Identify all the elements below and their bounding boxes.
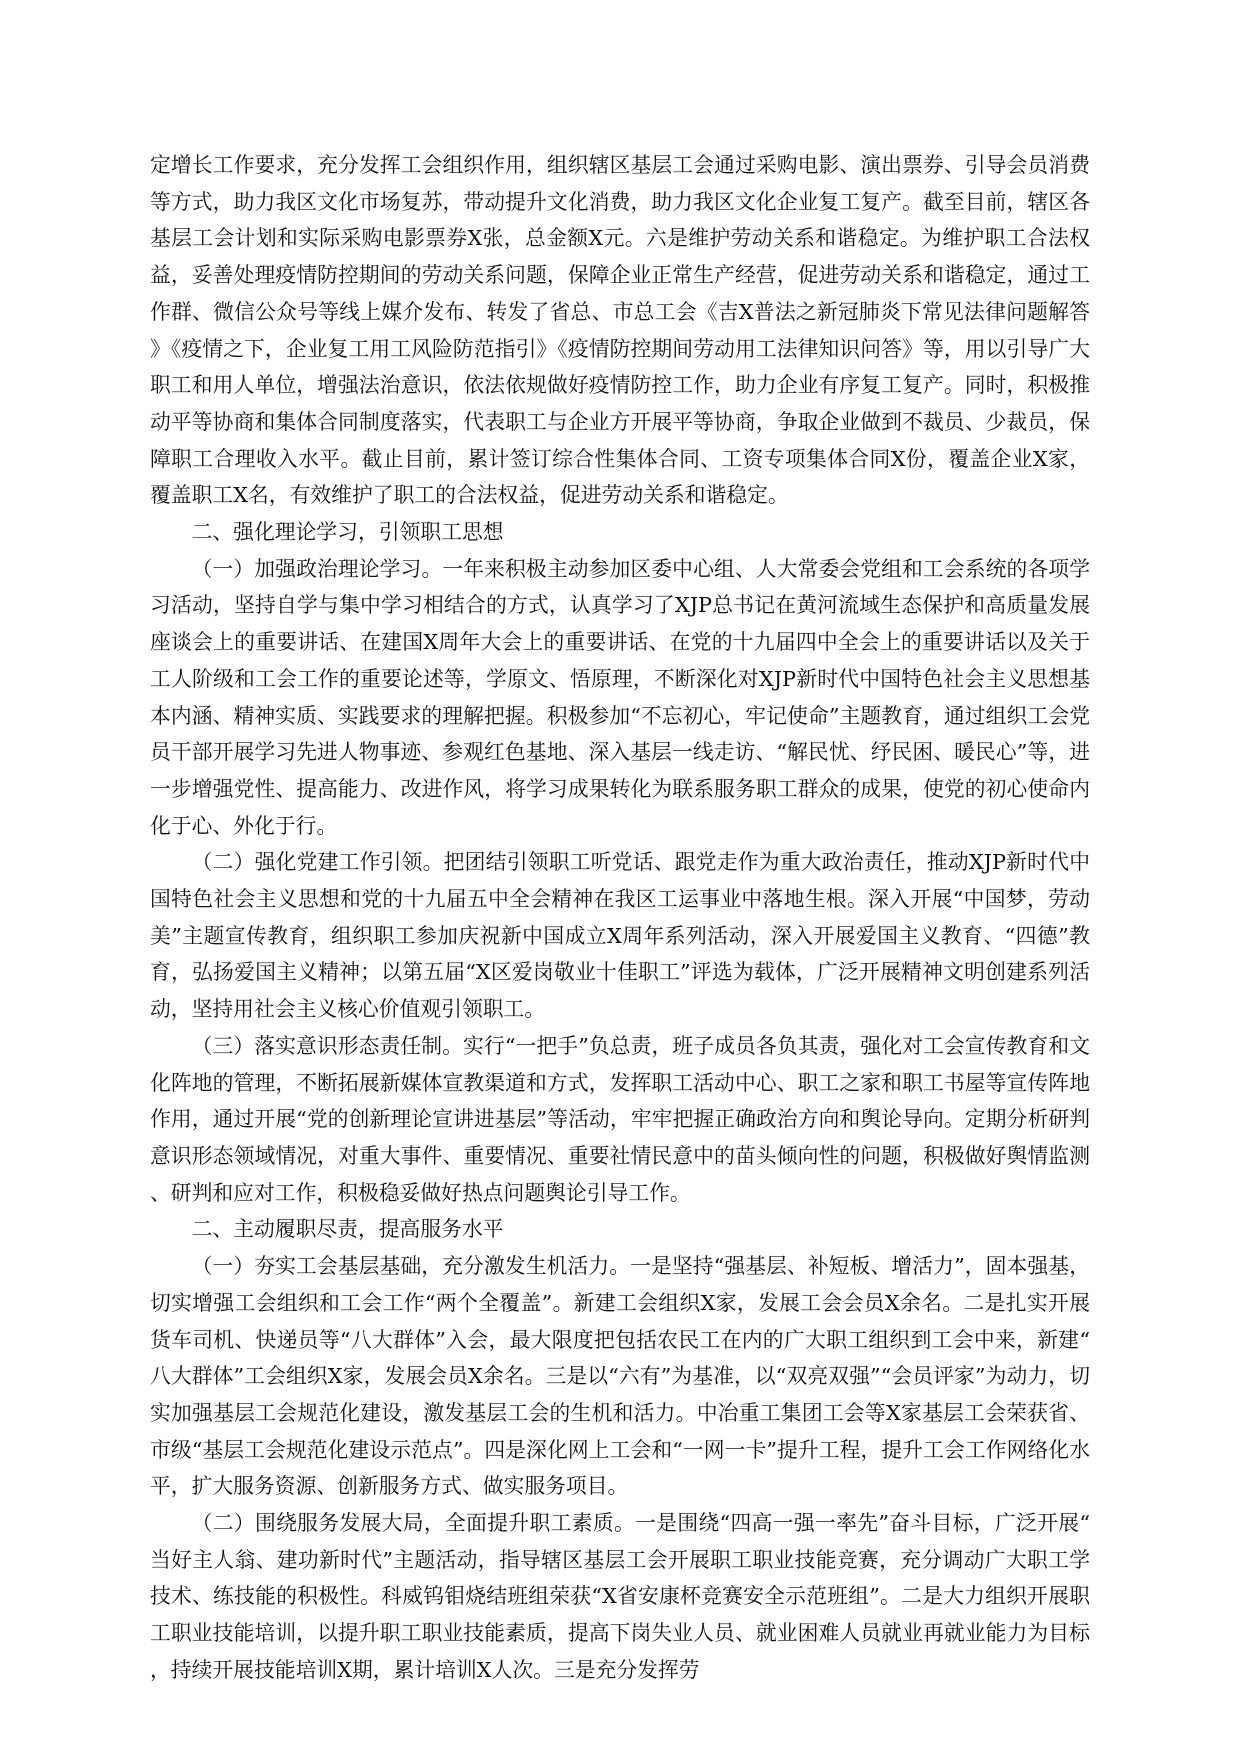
section-heading-service-level: 二、主动履职尽责，提高服务水平 (191, 1217, 504, 1242)
paragraph-continuation-labor-relations: 定增长工作要求，充分发挥工会组织作用，组织辖区基层工会通过采购电影、演出票券、引导会员消费等方式，助力我区文化市场复苏，带动提升文化消费，助力我区文化企业复工复产。截至目前，辖区各基层工会计划和实际采购电影票券X张，总金额X元。六是维护劳动关系和谐稳定。为维护职工合法权益，妥善处理疫情防控期间的劳动关系问题，保障企业正常生产经营，促进劳动关系和谐稳定，通过工作群、微信公众号等线上媒介发布、转发了省总、市总工会《吉X普法之新冠肺炎下常见法律问题解答》《疫情之下，企业复工用工风险防范指引》《疫情防控期间劳动用工法律知识问答》等，用以引导广大职工和用人单位，增强法治意识，依法依规做好疫情防控工作，助力企业有序复工复产。同时，积极推动平等协商和集体合同制度落实，代表职工与企业方开展平等协商，争取企业做到不裁员、少裁员，保障职工合理收入水平。截止目前，累计签订综合性集体合同、工资专项集体合同X份，覆盖企业X家，覆盖职工X名，有效维护了职工的合法权益，促进劳动关系和谐稳定。 (150, 153, 1090, 508)
paragraph-political-theory-study: （一）加强政治理论学习。一年来积极主动参加区委中心组、人大常委会党组和工会系统的各项学习活动，坚持自学与集中学习相结合的方式，认真学习了XJP总书记在黄河流域生态保护和高质量发展座谈会上的重要讲话、在建国X周年大会上的重要讲话、在党的十九届四中全会上的重要讲话以及关于工人阶级和工会工作的重要论述等，学原文、悟原理，不断深化对XJP新时代中国特色社会主义思想基本内涵、精神实质、实践要求的理解把握。积极参加“不忘初心，牢记使命”主题教育，通过组织工会党员干部开展学习先进人物事迹、参观红色基地、深入基层一线走访、“解民忧、纾民困、暖民心”等，进一步增强党性、提高能力、改进作风，将学习成果转化为联系服务职工群众的成果，使党的初心使命内化于心、外化于行。 (150, 556, 1090, 838)
paragraph-party-building-guidance: （二）强化党建工作引领。把团结引领职工听党话、跟党走作为重大政治责任，推动XJP新时代中国特色社会主义思想和党的十九届五中全会精神在我区工运事业中落地生根。深入开展“中国梦，劳动美”主题宣传教育，组织职工参加庆祝新中国成立X周年系列活动，深入开展爱国主义教育、“四德”教育，弘扬爱国主义精神；以第五届“X区爱岗敬业十佳职工”评选为载体，广泛开展精神文明创建系列活动，坚持用社会主义核心价值观引领职工。 (150, 850, 1090, 1022)
paragraph-ideology-responsibility: （三）落实意识形态责任制。实行“一把手”负总责，班子成员各负其责，强化对工会宣传教育和文化阵地的管理，不断拓展新媒体宣教渠道和方式，发挥职工活动中心、职工之家和职工书屋等宣传阵地作用，通过开展“党的创新理论宣讲进基层”等活动，牢牢把握正确政治方向和舆论导向。定期分析研判意识形态领域情况，对重大事件、重要情况、重要社情民意中的苗头倾向性的问题，积极做好舆情监测、研判和应对工作，积极稳妥做好热点问题舆论引导工作。 (150, 1033, 1090, 1205)
paragraph-grassroots-foundation: （一）夯实工会基层基础，充分激发生机活力。一是坚持“强基层、补短板、增活力”，固本强基，切实增强工会组织和工会工作“两个全覆盖”。新建工会组织X家，发展工会会员X余名。二是扎实开展货车司机、快递员等“八大群体”入会，最大限度把包括农民工在内的广大职工组织到工会中来，新建“八大群体”工会组织X家，发展会员X余名。三是以“六有”为基准，以“双亮双强”“会员评家”为动力，切实加强基层工会规范化建设，激发基层工会的生机和活力。中冶重工集团工会等X家基层工会荣获省、市级“基层工会规范化建设示范点”。四是深化网上工会和“一网一卡”提升工程，提升工会工作网络化水平，扩大服务资源、创新服务方式、做实服务项目。 (150, 1254, 1090, 1499)
section-heading-theory-study: 二、强化理论学习，引领职工思想 (191, 520, 504, 545)
document-page (150, 147, 1090, 1727)
paragraph-worker-quality: （二）围绕服务发展大局，全面提升职工素质。一是围绕“四高一强一率先”奋斗目标，广泛开展“当好主人翁、建功新时代”主题活动，指导辖区基层工会开展职工职业技能竞赛，充分调动广大职工学技术、练技能的积极性。科威钨钼烧结班组荣获“X省安康杯竞赛安全示范班组”。二是大力组织开展职工职业技能培训，以提升职工职业技能素质，提高下岗失业人员、就业困难人员就业再就业能力为目标，持续开展技能培训X期，累计培训X人次。三是充分发挥劳 (150, 1511, 1090, 1682)
